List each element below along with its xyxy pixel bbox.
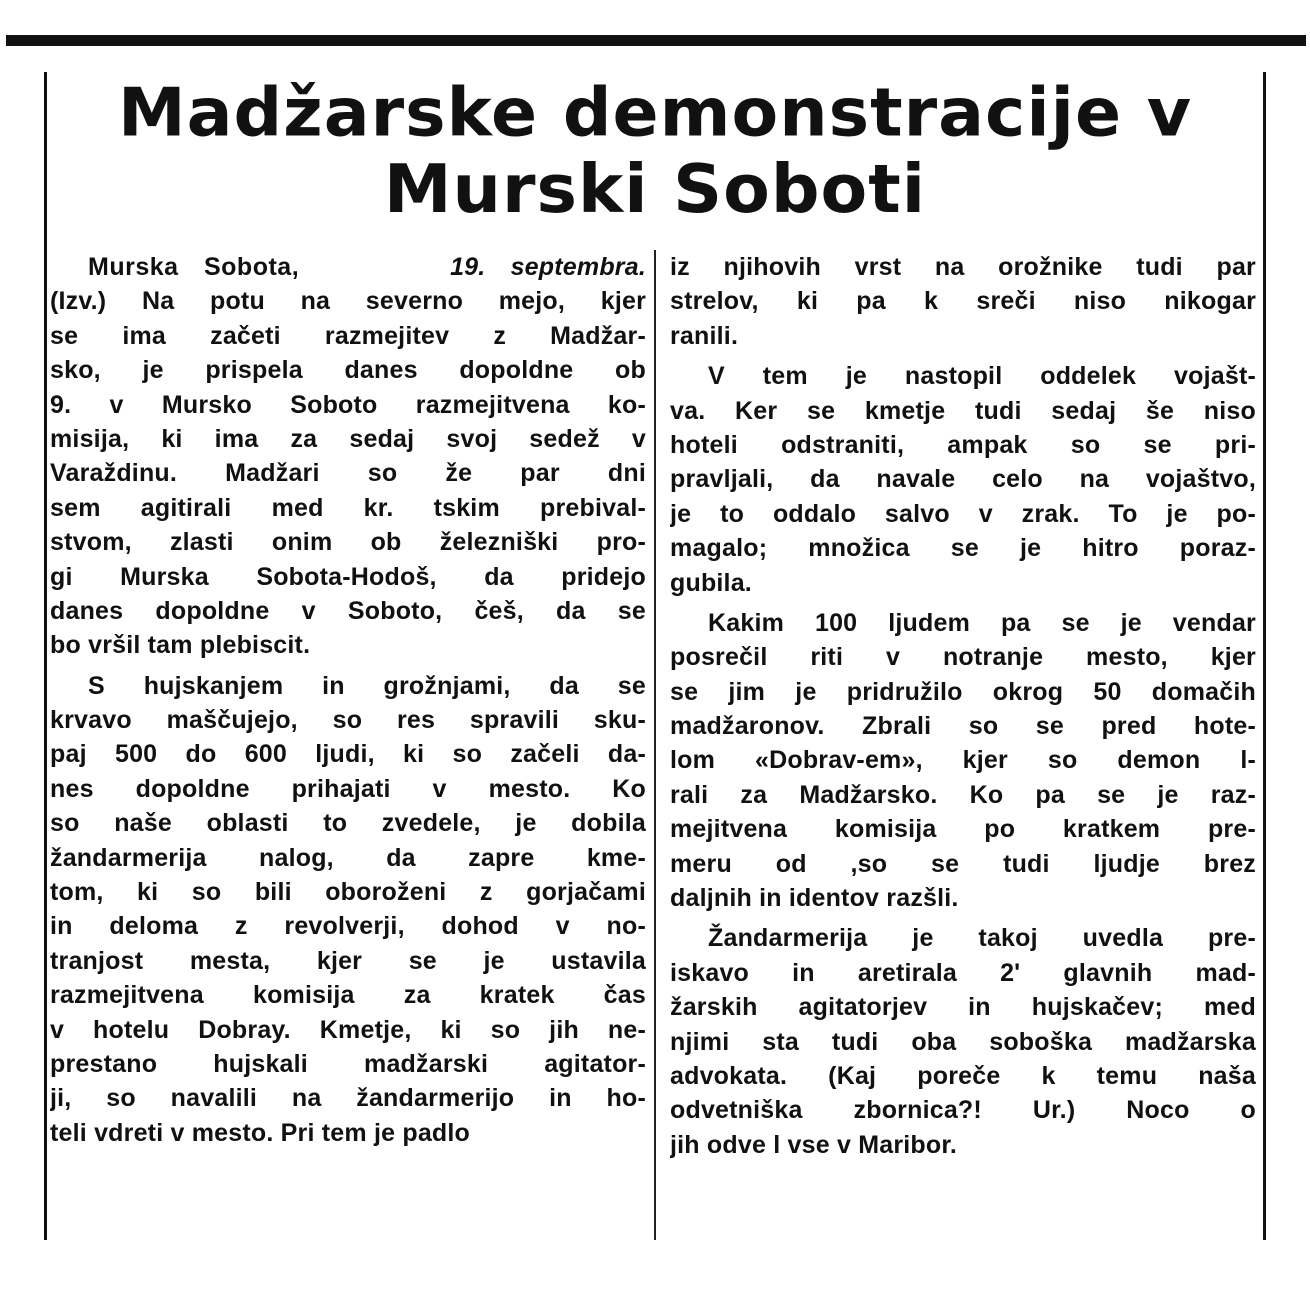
text-line: Žandarmerija je takoj uvedla pre- (708, 924, 1256, 953)
text-line: danes dopoldne v Soboto, češ, da se (50, 596, 646, 625)
text-line: V tem je nastopil oddelek vojašt- (708, 362, 1256, 391)
text-line: sem agitirali med kr. tskim prebival- (50, 493, 646, 522)
headline-line-2: Murski Soboti (383, 151, 927, 229)
text-line: se jim je pridružilo okrog 50 domačih (670, 677, 1256, 706)
text-line: lom «Dobrav-em», kjer so demon l- (670, 746, 1256, 775)
text-line: žarskih agitatorjev in hujskačev; med (670, 993, 1256, 1022)
text-line: sko, je prispela danes dopoldne ob (50, 356, 646, 385)
text-line: Kakim 100 ljudem pa se je vendar (708, 608, 1256, 637)
text-line: gi Murska Sobota-Hodoš, da pridejo (50, 562, 646, 591)
right-column (670, 250, 1256, 1162)
text-line: misija, ki ima za sedaj svoj sedež v (50, 424, 646, 453)
text-line: iskavo in aretirala 2' glavnih mad- (670, 958, 1256, 987)
text-line: pravljali, da navale celo na vojaštvo, (670, 465, 1256, 494)
text-line: jih odve l vse v Maribor. (670, 1130, 958, 1159)
text-line: ji, so navalili na žandarmerijo in ho- (50, 1084, 646, 1113)
left-column (50, 250, 646, 1150)
text-line: stvom, zlasti onim ob železniški pro- (50, 528, 646, 557)
text-line: magalo; množica se je hitro poraz- (670, 534, 1256, 563)
text-line: advokata. (Kaj poreče k temu naša (670, 1061, 1256, 1090)
text-line: iz njihovih vrst na orožnike tudi par (670, 253, 1256, 281)
text-line: Varaždinu. Madžari so že par dni (50, 459, 646, 488)
text-line: daljnih in identov razšli. (670, 884, 959, 913)
text-line: v hotelu Dobray. Kmetje, ki so jih ne- (50, 1015, 646, 1044)
text-line: paj 500 do 600 ljudi, ki so začeli da- (50, 740, 646, 769)
headline-line-1: Madžarske demonstracije v (117, 74, 1193, 152)
column-divider (654, 250, 656, 1240)
text-line: nes dopoldne prihajati v mesto. Ko (50, 774, 646, 803)
text-line: odvetniška zbornica?! Ur.) Noco o (670, 1096, 1256, 1125)
text-line: gubila. (670, 568, 752, 597)
text-line: in deloma z revolverji, dohod v no- (50, 912, 646, 941)
text-line: tom, ki so bili oboroženi z gorjačami (50, 878, 646, 907)
text-line: posrečil riti v notranje mesto, kjer (670, 643, 1256, 672)
dateline-date: 19. septembra. (450, 253, 646, 281)
text-line: bo vršil tam plebiscit. (50, 631, 311, 660)
text-line: (Izv.) Na potu na severno mejo, kjer (50, 287, 646, 316)
text-line: mejitvena komisija po kratkem pre- (670, 815, 1256, 844)
text-line: krvavo maščujejo, so res spravili sku- (50, 706, 646, 735)
text-line: hoteli odstraniti, ampak so se pri- (670, 430, 1256, 459)
text-line: 9. v Mursko Soboto razmejitvena ko- (50, 390, 646, 419)
text-line: teli vdreti v mesto. Pri tem je padlo (50, 1118, 471, 1147)
text-line: je to oddalo salvo v zrak. To je po- (670, 499, 1256, 528)
text-line: ranili. (670, 321, 739, 350)
text-line: madžaronov. Zbrali so se pred hote- (670, 712, 1256, 741)
dateline (50, 250, 646, 284)
left-border-rule (44, 72, 47, 1240)
right-border-rule (1263, 72, 1266, 1240)
right-column-body (670, 250, 1256, 1162)
text-line: meru od ,so se tudi ljudje brez (670, 849, 1256, 878)
text-line: njimi sta tudi oba soboška madžarska (670, 1027, 1256, 1056)
text-line: va. Ker se kmetje tudi sedaj še niso (670, 396, 1256, 425)
left-column-body (50, 284, 646, 1150)
top-rule (6, 35, 1306, 46)
text-line: tranjost mesta, kjer se je ustavila (50, 946, 646, 975)
text-line: strelov, ki pa k sreči niso nikogar (670, 287, 1256, 316)
text-line: razmejitvena komisija za kratek čas (50, 981, 646, 1010)
text-line: žandarmerija nalog, da zapre kme- (50, 843, 646, 872)
dateline-place: Murska Sobota, (88, 253, 300, 281)
text-line: se ima začeti razmejitev z Madžar- (50, 321, 646, 350)
text-line: prestano hujskali madžarski agitator- (50, 1049, 646, 1078)
text-line: S hujskanjem in grožnjami, da se (88, 671, 646, 700)
text-line: rali za Madžarsko. Ko pa se je raz- (670, 780, 1256, 809)
text-line: so naše oblasti to zvedele, je dobila (50, 809, 646, 838)
headline (50, 76, 1260, 229)
